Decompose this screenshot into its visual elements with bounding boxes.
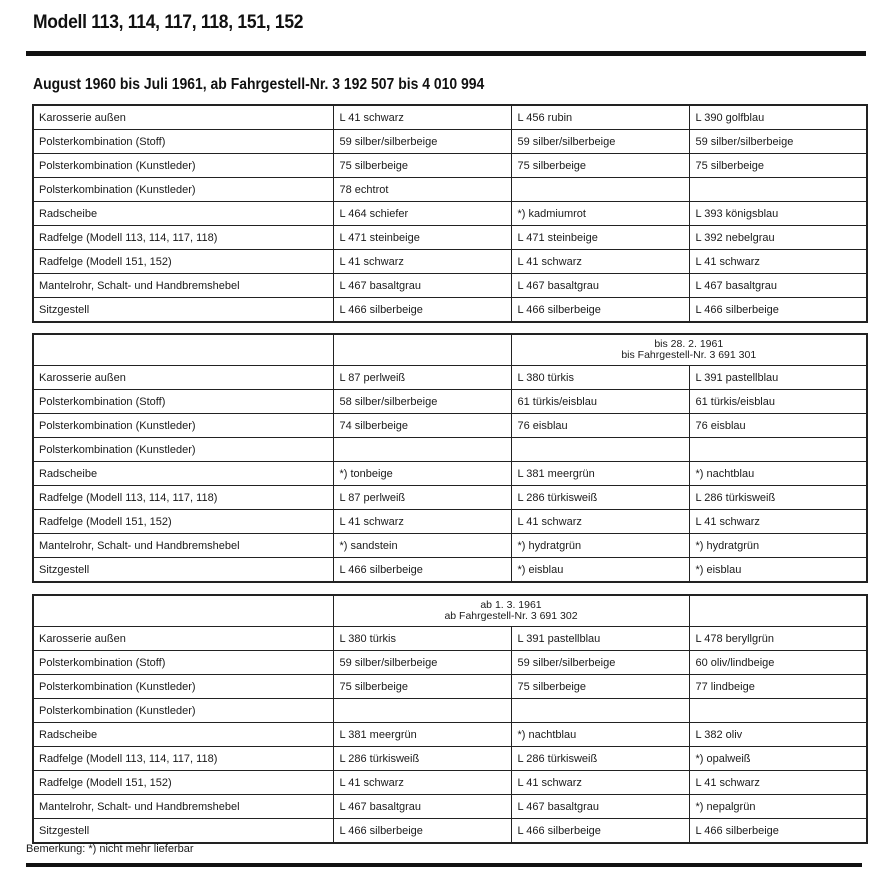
color-table-2 — [32, 333, 868, 583]
color-cell — [689, 438, 867, 462]
table-row — [33, 414, 867, 438]
color-cell: 75 silberbeige — [333, 154, 511, 178]
color-cell: L 286 türkisweiß — [511, 747, 689, 771]
color-cell: L 393 königsblau — [689, 202, 867, 226]
color-cell: 59 silber/silberbeige — [511, 130, 689, 154]
row-label: Radscheibe — [33, 462, 333, 486]
color-cell: L 466 silberbeige — [333, 819, 511, 844]
color-cell: L 41 schwarz — [689, 771, 867, 795]
color-cell: L 391 pastellblau — [689, 366, 867, 390]
color-cell: L 467 basaltgrau — [689, 274, 867, 298]
color-cell: L 467 basaltgrau — [511, 795, 689, 819]
color-cell: L 464 schiefer — [333, 202, 511, 226]
color-cell: L 466 silberbeige — [511, 298, 689, 323]
color-cell: L 467 basaltgrau — [333, 274, 511, 298]
table-row — [33, 651, 867, 675]
color-cell: L 286 türkisweiß — [333, 747, 511, 771]
color-cell — [511, 438, 689, 462]
table-row — [33, 390, 867, 414]
color-cell: L 466 silberbeige — [689, 819, 867, 844]
period-header — [511, 334, 867, 366]
color-cell: *) opalweiß — [689, 747, 867, 771]
color-cell: L 382 oliv — [689, 723, 867, 747]
color-table-1 — [32, 104, 868, 323]
color-cell: L 467 basaltgrau — [333, 795, 511, 819]
color-cell — [511, 699, 689, 723]
period-header — [333, 595, 689, 627]
color-cell: 74 silberbeige — [333, 414, 511, 438]
color-cell: 58 silber/silberbeige — [333, 390, 511, 414]
color-cell: L 87 perlweiß — [333, 486, 511, 510]
row-label: Radfelge (Modell 113, 114, 117, 118) — [33, 226, 333, 250]
color-cell: *) nachtblau — [511, 723, 689, 747]
color-cell: *) hydratgrün — [689, 534, 867, 558]
table-row — [33, 510, 867, 534]
color-cell: *) eisblau — [689, 558, 867, 583]
color-cell: 59 silber/silberbeige — [333, 130, 511, 154]
row-label: Karosserie außen — [33, 627, 333, 651]
color-cell: L 381 meergrün — [511, 462, 689, 486]
table-row — [33, 105, 867, 130]
color-cell: 59 silber/silberbeige — [511, 651, 689, 675]
color-cell — [689, 178, 867, 202]
color-cell — [511, 178, 689, 202]
table-row — [33, 154, 867, 178]
color-cell — [333, 438, 511, 462]
color-cell: *) nachtblau — [689, 462, 867, 486]
row-label: Polsterkombination (Kunstleder) — [33, 178, 333, 202]
table-row — [33, 178, 867, 202]
table-row — [33, 250, 867, 274]
color-cell — [689, 699, 867, 723]
color-cell: *) hydratgrün — [511, 534, 689, 558]
table-row — [33, 771, 867, 795]
color-cell: 75 silberbeige — [511, 675, 689, 699]
color-cell: L 41 schwarz — [511, 510, 689, 534]
color-cell: 75 silberbeige — [333, 675, 511, 699]
color-cell: L 466 silberbeige — [333, 558, 511, 583]
table-body — [33, 334, 867, 582]
color-cell: 76 eisblau — [689, 414, 867, 438]
color-cell: L 286 türkisweiß — [511, 486, 689, 510]
row-label: Radfelge (Modell 151, 152) — [33, 771, 333, 795]
period-date: bis 28. 2. 1961 — [654, 338, 724, 350]
color-cell: L 466 silberbeige — [689, 298, 867, 323]
color-cell: L 471 steinbeige — [333, 226, 511, 250]
color-cell: L 87 perlweiß — [333, 366, 511, 390]
remark-note: Bemerkung: *) nicht mehr lieferbar — [26, 843, 194, 855]
color-cell: L 380 türkis — [511, 366, 689, 390]
color-cell: 75 silberbeige — [511, 154, 689, 178]
color-cell: L 466 silberbeige — [511, 819, 689, 844]
row-label: Mantelrohr, Schalt- und Handbremshebel — [33, 795, 333, 819]
table-row — [33, 462, 867, 486]
row-label: Polsterkombination (Kunstleder) — [33, 438, 333, 462]
color-cell: L 41 schwarz — [511, 250, 689, 274]
row-label: Polsterkombination (Kunstleder) — [33, 675, 333, 699]
color-cell: 78 echtrot — [333, 178, 511, 202]
table-body — [33, 105, 867, 322]
header-empty-cell — [33, 334, 333, 366]
color-cell: L 381 meergrün — [333, 723, 511, 747]
color-cell: L 41 schwarz — [511, 771, 689, 795]
color-cell: L 466 silberbeige — [333, 298, 511, 323]
row-label: Polsterkombination (Kunstleder) — [33, 699, 333, 723]
table-row — [33, 534, 867, 558]
row-label: Polsterkombination (Kunstleder) — [33, 154, 333, 178]
color-cell: L 41 schwarz — [689, 510, 867, 534]
table-row — [33, 819, 867, 844]
row-label: Mantelrohr, Schalt- und Handbremshebel — [33, 274, 333, 298]
header-row — [33, 334, 867, 366]
color-cell: L 391 pastellblau — [511, 627, 689, 651]
header-row — [33, 595, 867, 627]
row-label: Radfelge (Modell 113, 114, 117, 118) — [33, 747, 333, 771]
row-label: Sitzgestell — [33, 558, 333, 583]
color-cell: L 41 schwarz — [689, 250, 867, 274]
period-date: ab 1. 3. 1961 — [480, 599, 542, 611]
row-label: Karosserie außen — [33, 105, 333, 130]
row-label: Polsterkombination (Kunstleder) — [33, 414, 333, 438]
header-empty-cell — [689, 595, 867, 627]
color-cell: L 390 golfblau — [689, 105, 867, 130]
table-row — [33, 202, 867, 226]
color-cell: 59 silber/silberbeige — [689, 130, 867, 154]
header-empty-cell — [333, 334, 511, 366]
page-title: Modell 113, 114, 117, 118, 151, 152 — [33, 12, 304, 33]
row-label: Mantelrohr, Schalt- und Handbremshebel — [33, 534, 333, 558]
color-cell: 60 oliv/lindbeige — [689, 651, 867, 675]
color-table-3 — [32, 594, 868, 844]
color-cell — [333, 699, 511, 723]
top-divider — [26, 51, 866, 56]
period-chassis-number: bis Fahrgestell-Nr. 3 691 301 — [621, 349, 757, 361]
color-cell: L 380 türkis — [333, 627, 511, 651]
color-cell: *) tonbeige — [333, 462, 511, 486]
color-cell: *) eisblau — [511, 558, 689, 583]
color-cell: L 41 schwarz — [333, 771, 511, 795]
table-row — [33, 675, 867, 699]
table-row — [33, 627, 867, 651]
table-row — [33, 747, 867, 771]
row-label: Polsterkombination (Stoff) — [33, 390, 333, 414]
color-cell: L 41 schwarz — [333, 510, 511, 534]
color-cell: L 471 steinbeige — [511, 226, 689, 250]
table-row — [33, 486, 867, 510]
row-label: Radfelge (Modell 113, 114, 117, 118) — [33, 486, 333, 510]
color-cell: *) kadmiumrot — [511, 202, 689, 226]
row-label: Polsterkombination (Stoff) — [33, 651, 333, 675]
row-label: Radscheibe — [33, 723, 333, 747]
bottom-divider — [26, 863, 862, 867]
color-cell: 61 türkis/eisblau — [511, 390, 689, 414]
color-cell: L 478 beryllgrün — [689, 627, 867, 651]
row-label: Sitzgestell — [33, 298, 333, 323]
table-row — [33, 795, 867, 819]
table-row — [33, 226, 867, 250]
table-row — [33, 274, 867, 298]
row-label: Radscheibe — [33, 202, 333, 226]
table-row — [33, 366, 867, 390]
header-empty-cell — [33, 595, 333, 627]
table-row — [33, 298, 867, 323]
row-label: Polsterkombination (Stoff) — [33, 130, 333, 154]
row-label: Radfelge (Modell 151, 152) — [33, 510, 333, 534]
color-cell: 77 lindbeige — [689, 675, 867, 699]
row-label: Sitzgestell — [33, 819, 333, 844]
color-cell: L 41 schwarz — [333, 105, 511, 130]
color-cell: L 41 schwarz — [333, 250, 511, 274]
period-chassis-number: ab Fahrgestell-Nr. 3 691 302 — [444, 610, 578, 622]
table-row — [33, 130, 867, 154]
table-row — [33, 699, 867, 723]
color-cell: L 456 rubin — [511, 105, 689, 130]
color-cell: L 467 basaltgrau — [511, 274, 689, 298]
row-label: Radfelge (Modell 151, 152) — [33, 250, 333, 274]
color-cell: 76 eisblau — [511, 414, 689, 438]
table-row — [33, 558, 867, 583]
color-cell: L 286 türkisweiß — [689, 486, 867, 510]
row-label: Karosserie außen — [33, 366, 333, 390]
color-cell: L 392 nebelgrau — [689, 226, 867, 250]
color-cell: 59 silber/silberbeige — [333, 651, 511, 675]
table-row — [33, 723, 867, 747]
table-body — [33, 595, 867, 843]
period-subtitle: August 1960 bis Juli 1961, ab Fahrgestell-Nr. 3 192 507 bis 4 010 994 — [33, 76, 485, 93]
color-cell: *) nepalgrün — [689, 795, 867, 819]
color-cell: *) sandstein — [333, 534, 511, 558]
color-cell: 61 türkis/eisblau — [689, 390, 867, 414]
color-cell: 75 silberbeige — [689, 154, 867, 178]
table-row — [33, 438, 867, 462]
